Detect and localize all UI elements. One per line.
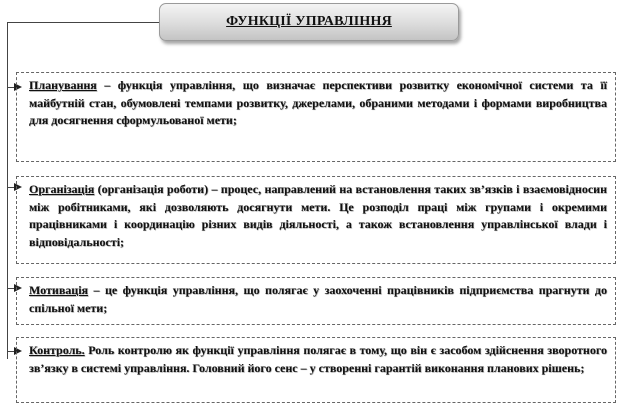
function-text-organization: (організація роботи) – процес, направлений на встановлення таких зв’язків і взаємовідносин між робітниками, які дозволяють досягнути мети. Це розподіл праці між групами і окремими працівниками і координацію різних видів діяльності, а також встановлення управлінської влади і відповідальності; xyxy=(29,182,607,249)
function-box-planning xyxy=(16,72,616,162)
title-box xyxy=(159,3,459,41)
function-term-motivation: Мотивація xyxy=(29,283,89,297)
title-connector-line xyxy=(7,22,160,23)
function-box-motivation xyxy=(16,277,616,325)
vertical-connector-line xyxy=(7,22,8,359)
function-box-control xyxy=(16,337,616,403)
function-text-control: Роль контролю як функції управління полягає в тому, що він є засобом здійснення зворотного зв’язку в системі управління. Головний його сенс – у створенні гарантій виконання планових рішень; xyxy=(29,343,607,375)
function-text-planning: – функція управління, що визначає перспективи розвитку економічної системи та її майбутній стан, обумовлені темпами розвитку, джерелами, обраними методами і формами виробництва для досягнення сформульованої мети; xyxy=(29,78,607,128)
function-term-organization: Організація xyxy=(29,182,95,196)
diagram-title: ФУНКЦІЇ УПРАВЛІННЯ xyxy=(226,14,392,29)
function-term-planning: Планування xyxy=(29,78,97,92)
function-box-organization xyxy=(16,176,616,264)
function-term-control: Контроль. xyxy=(29,343,85,357)
function-text-motivation: – це функція управління, що полягає у заохоченні працівників підприємства прагнути до спільної мети; xyxy=(29,283,607,315)
